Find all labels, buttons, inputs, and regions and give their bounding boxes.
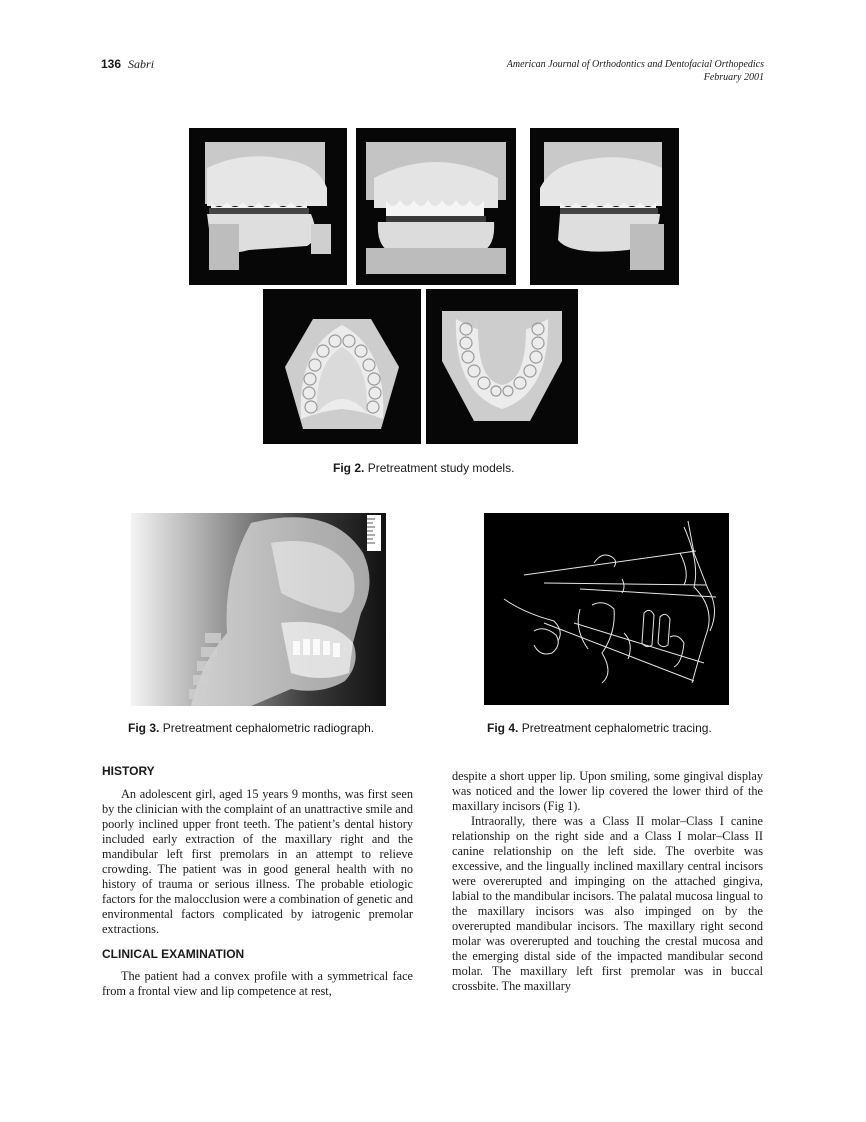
- figure-4-caption: [487, 721, 712, 735]
- lip-smile-paragraph: despite a short upper lip. Upon smiling, some gingival display was noticed and the lower lip covered the lower third of the maxillary incisors (Fig 1).: [452, 769, 763, 813]
- figure-2-caption: [333, 461, 514, 475]
- study-model-mandibular-occlusal-photo: [426, 289, 578, 444]
- running-author: Sabri: [128, 57, 155, 71]
- issue-date: February 2001: [703, 72, 764, 83]
- figure-2-label: Fig 2.: [333, 461, 365, 475]
- study-model-left-lateral-photo: [530, 128, 679, 285]
- figure-3-caption: [128, 721, 374, 735]
- cephalometric-tracing-image: [484, 513, 729, 705]
- intraoral-paragraph: Intraorally, there was a Class II molar–Class I canine relationship on the right side and a Class I molar–Class II canine relationship on the left side. The overbite was excessive, and the lingually inclined maxillary central incisors were overerupted and impinging on the attached gingiva, labial to the mandibular incisors. The palatal mucosa lingual to the maxillary incisors was also impinged on by the overerupted mandibular incisors. The maxillary right second molar was overerupted and touching the crestal mucosa and the emerging distal side of the impacted mandibular second molar. The maxillary left first premolar was in buccal crossbite. The maxillary: [452, 814, 763, 993]
- page-number: 136: [101, 57, 122, 71]
- study-model-right-lateral-photo: [189, 128, 347, 285]
- figure-2-caption-text: Pretreatment study models.: [367, 461, 515, 475]
- clinical-examination-heading: CLINICAL EXAMINATION: [102, 947, 245, 961]
- figure-3-caption-text: Pretreatment cephalometric radiograph.: [162, 721, 375, 735]
- history-paragraph: An adolescent girl, aged 15 years 9 months, was first seen by the clinician with the complaint of an unattractive smile and poorly inclined upper front teeth. The patient’s dental history included early extraction of the maxillary right and the mandibular left first premolars in an attempt to relieve crowding. The patient was in good general health with no history of trauma or serious illness. The probable etiologic factors for the malocclusion were a combination of genetic and environmental factors complicated by iatrogenic premolar extractions.: [102, 787, 413, 936]
- study-model-maxillary-occlusal-photo: [263, 289, 421, 444]
- figure-4-caption-text: Pretreatment cephalometric tracing.: [521, 721, 712, 735]
- history-heading: HISTORY: [102, 764, 155, 778]
- right-text-column: [452, 769, 763, 994]
- figure-4-label: Fig 4.: [487, 721, 519, 735]
- figure-3-label: Fig 3.: [128, 721, 160, 735]
- journal-title: American Journal of Orthodontics and Dentofacial Orthopedics: [506, 59, 764, 70]
- cephalometric-radiograph-image: [131, 513, 386, 706]
- running-header-right: [344, 58, 764, 84]
- left-text-column: [102, 764, 413, 999]
- clinical-examination-paragraph: The patient had a convex profile with a symmetrical face from a frontal view and lip competence at rest,: [102, 969, 413, 998]
- running-header-left: [101, 57, 154, 72]
- study-model-frontal-photo: [356, 128, 516, 285]
